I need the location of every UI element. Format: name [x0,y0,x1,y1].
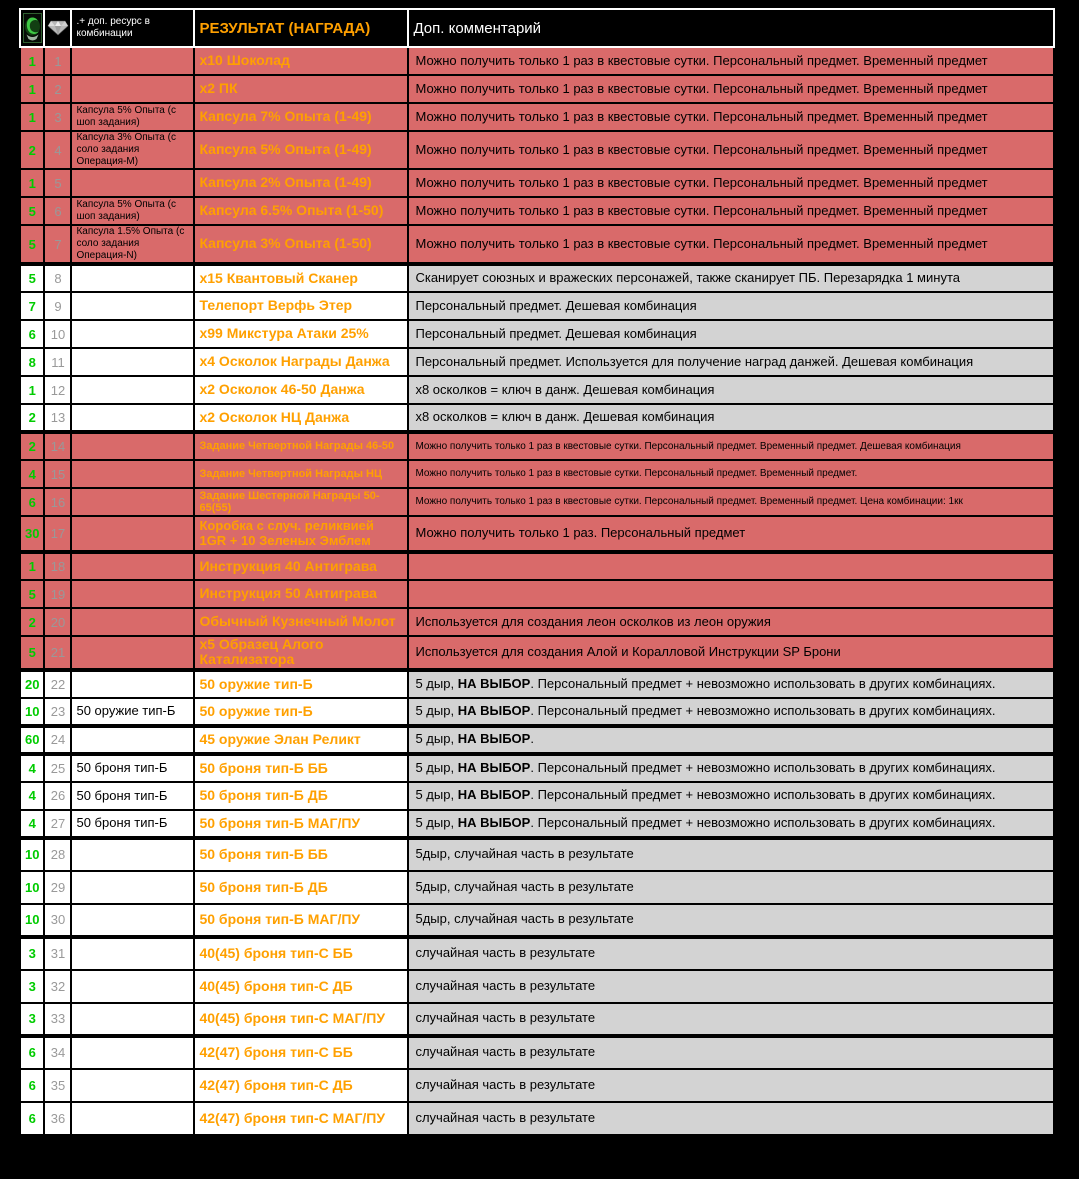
resource-cell: Капсула 5% Опыта (с шоп задания) [71,197,194,225]
result-cell: x5 Образец Алого Катализатора [194,636,408,670]
count-cell: 6 [20,1069,44,1102]
comment-cell: Можно получить только 1 раз в квестовые сутки. Персональный предмет. Временный предмет [408,225,1054,264]
result-cell: x15 Квантовый Сканер [194,264,408,292]
result-cell: Капсула 6.5% Опыта (1-50) [194,197,408,225]
count-cell: 60 [20,726,44,754]
comment-cell: Используется для создания Алой и Коралловой Инструкции SP Брони [408,636,1054,670]
count-cell: 5 [20,636,44,670]
index-cell: 34 [44,1036,71,1069]
result-cell: Задание Четвертной Награды НЦ [194,460,408,488]
index-cell: 22 [44,670,71,698]
index-cell: 4 [44,131,71,169]
resource-cell [71,348,194,376]
comment-cell: x8 осколков = ключ в данж. Дешевая комбинация [408,376,1054,404]
count-cell: 6 [20,1036,44,1069]
table-row [20,1003,1054,1036]
comment-cell: 5 дыр, НА ВЫБОР. Персональный предмет + невозможно использовать в других комбинациях. [408,670,1054,698]
resource-cell [71,1102,194,1135]
table-row [20,292,1054,320]
table-row [20,1102,1054,1135]
result-cell: x4 Осколок Награды Данжа [194,348,408,376]
comment-cell: 5 дыр, НА ВЫБОР. [408,726,1054,754]
count-cell: 4 [20,754,44,782]
table-row [20,838,1054,871]
resource-cell [71,460,194,488]
resource-cell [71,75,194,103]
comment-cell: 5дыр, случайная часть в результате [408,838,1054,871]
index-cell: 7 [44,225,71,264]
resource-cell [71,636,194,670]
index-cell: 32 [44,970,71,1003]
table-row [20,698,1054,726]
green-emblem-icon [23,13,42,43]
comment-cell: случайная часть в результате [408,1036,1054,1069]
result-cell: Капсула 3% Опыта (1-50) [194,225,408,264]
result-cell: x2 Осколок 46-50 Данжа [194,376,408,404]
count-cell: 7 [20,292,44,320]
index-cell: 14 [44,432,71,460]
count-cell: 5 [20,580,44,608]
comment-cell: 5 дыр, НА ВЫБОР. Персональный предмет + невозможно использовать в других комбинациях. [408,810,1054,838]
result-cell: Капсула 7% Опыта (1-49) [194,103,408,131]
resource-cell [71,1069,194,1102]
table-row [20,1069,1054,1102]
table-row [20,225,1054,264]
resource-cell [71,670,194,698]
count-column-header [20,9,44,47]
index-cell: 9 [44,292,71,320]
result-cell: Коробка с случ. реликвией 1GR + 10 Зеленых Эмблем [194,516,408,552]
table-row [20,726,1054,754]
resource-cell [71,47,194,75]
resource-cell: 50 броня тип-Б [71,810,194,838]
result-cell: 45 оружие Элан Реликт [194,726,408,754]
index-cell: 29 [44,871,71,904]
comment-cell: Можно получить только 1 раз в квестовые сутки. Персональный предмет. Временный предмет [408,131,1054,169]
count-cell: 10 [20,904,44,937]
table-row [20,131,1054,169]
resource-cell [71,937,194,970]
index-cell: 16 [44,488,71,516]
header-row [20,9,1054,47]
table-row [20,348,1054,376]
resource-cell [71,608,194,636]
index-cell: 23 [44,698,71,726]
result-cell: x2 ПК [194,75,408,103]
count-cell: 2 [20,131,44,169]
result-cell: 50 броня тип-Б ББ [194,754,408,782]
comment-cell: Можно получить только 1 раз в квестовые сутки. Персональный предмет. Временный предмет. Цена комбинации: 1кк [408,488,1054,516]
count-cell: 4 [20,782,44,810]
count-cell: 20 [20,670,44,698]
index-cell: 28 [44,838,71,871]
resource-cell [71,838,194,871]
table-row [20,1036,1054,1069]
table-row [20,47,1054,75]
table-row [20,552,1054,580]
result-cell: 42(47) броня тип-С ББ [194,1036,408,1069]
index-cell: 10 [44,320,71,348]
resource-cell [71,970,194,1003]
count-cell: 1 [20,376,44,404]
index-cell: 11 [44,348,71,376]
comment-cell: случайная часть в результате [408,1069,1054,1102]
comment-cell: Можно получить только 1 раз в квестовые сутки. Персональный предмет. Временный предмет. Дешевая комбинация [408,432,1054,460]
comment-cell: 5 дыр, НА ВЫБОР. Персональный предмет + невозможно использовать в других комбинациях. [408,782,1054,810]
count-cell: 4 [20,460,44,488]
comment-cell: Можно получить только 1 раз в квестовые сутки. Персональный предмет. Временный предмет. [408,460,1054,488]
resource-cell [71,376,194,404]
result-cell: 40(45) броня тип-С ДБ [194,970,408,1003]
index-cell: 13 [44,404,71,432]
result-cell: 40(45) броня тип-С ББ [194,937,408,970]
table-row [20,320,1054,348]
count-cell: 4 [20,810,44,838]
resource-cell: Капсула 1.5% Опыта (с соло задания Операция-N) [71,225,194,264]
count-cell: 1 [20,47,44,75]
table-row [20,970,1054,1003]
count-cell: 1 [20,75,44,103]
table-row [20,904,1054,937]
result-cell: 50 броня тип-Б МАГ/ПУ [194,904,408,937]
comment-cell: 5 дыр, НА ВЫБОР. Персональный предмет + невозможно использовать в других комбинациях. [408,698,1054,726]
index-cell: 30 [44,904,71,937]
comment-cell: случайная часть в результате [408,1003,1054,1036]
comment-cell: Можно получить только 1 раз в квестовые сутки. Персональный предмет. Временный предмет [408,169,1054,197]
resource-cell [71,552,194,580]
result-cell: 42(47) броня тип-С ДБ [194,1069,408,1102]
count-cell: 3 [20,937,44,970]
index-cell: 24 [44,726,71,754]
index-cell: 2 [44,75,71,103]
table-row [20,404,1054,432]
count-cell: 2 [20,404,44,432]
comment-cell: 5дыр, случайная часть в результате [408,871,1054,904]
index-cell: 27 [44,810,71,838]
gem-icon [47,20,69,36]
count-cell: 2 [20,608,44,636]
table-row [20,432,1054,460]
table-row [20,937,1054,970]
table-header [20,9,1054,47]
result-cell: x99 Микстура Атаки 25% [194,320,408,348]
resource-cell: Капсула 3% Опыта (с соло задания Операция-М) [71,131,194,169]
table-row [20,636,1054,670]
table-row [20,488,1054,516]
reward-table [19,8,1055,1136]
result-cell: Задание Шестерной Награды 50-65(55) [194,488,408,516]
count-cell: 10 [20,698,44,726]
resource-cell [71,1003,194,1036]
result-cell: Обычный Кузнечный Молот [194,608,408,636]
count-cell: 5 [20,264,44,292]
comment-cell: Можно получить только 1 раз в квестовые сутки. Персональный предмет. Временный предмет [408,75,1054,103]
resource-cell [71,404,194,432]
comment-cell: 5 дыр, НА ВЫБОР. Персональный предмет + невозможно использовать в других комбинациях. [408,754,1054,782]
count-cell: 1 [20,103,44,131]
comment-cell: Можно получить только 1 раз. Персональный предмет [408,516,1054,552]
result-cell: 40(45) броня тип-С МАГ/ПУ [194,1003,408,1036]
comment-cell: Можно получить только 1 раз в квестовые сутки. Персональный предмет. Временный предмет [408,103,1054,131]
index-cell: 3 [44,103,71,131]
comment-cell: случайная часть в результате [408,970,1054,1003]
comment-cell: Используется для создания леон осколков из леон оружия [408,608,1054,636]
result-cell: 50 броня тип-Б ДБ [194,782,408,810]
count-cell: 5 [20,225,44,264]
resource-cell: 50 оружие тип-Б [71,698,194,726]
index-cell: 8 [44,264,71,292]
comment-cell: случайная часть в результате [408,937,1054,970]
resource-cell: 50 броня тип-Б [71,754,194,782]
result-cell: x10 Шоколад [194,47,408,75]
table-row [20,754,1054,782]
result-cell: Телепорт Верфь Этер [194,292,408,320]
count-cell: 3 [20,970,44,1003]
comment-cell [408,552,1054,580]
comment-cell: x8 осколков = ключ в данж. Дешевая комбинация [408,404,1054,432]
table-row [20,810,1054,838]
index-cell: 21 [44,636,71,670]
resource-cell [71,169,194,197]
resource-cell [71,904,194,937]
count-cell: 6 [20,1102,44,1135]
table-row [20,782,1054,810]
index-cell: 17 [44,516,71,552]
resource-cell [71,1036,194,1069]
table-row [20,580,1054,608]
comment-cell: Персональный предмет. Используется для получение наград данжей. Дешевая комбинация [408,348,1054,376]
index-cell: 15 [44,460,71,488]
resource-cell [71,580,194,608]
index-cell: 19 [44,580,71,608]
resource-cell [71,516,194,552]
resource-column-header: .+ доп. ресурс в комбинации [71,9,194,47]
count-cell: 1 [20,552,44,580]
result-cell: 50 оружие тип-Б [194,698,408,726]
comment-cell [408,580,1054,608]
count-cell: 1 [20,169,44,197]
index-cell: 25 [44,754,71,782]
index-cell: 18 [44,552,71,580]
index-cell: 33 [44,1003,71,1036]
index-cell: 36 [44,1102,71,1135]
index-cell: 20 [44,608,71,636]
result-cell: 50 оружие тип-Б [194,670,408,698]
table-row [20,376,1054,404]
resource-cell [71,726,194,754]
count-cell: 2 [20,432,44,460]
result-cell: Инструкция 50 Антиграва [194,580,408,608]
result-cell: Капсула 5% Опыта (1-49) [194,131,408,169]
index-cell: 5 [44,169,71,197]
result-cell: Капсула 2% Опыта (1-49) [194,169,408,197]
resource-cell [71,292,194,320]
resource-cell [71,488,194,516]
result-cell: Инструкция 40 Антиграва [194,552,408,580]
table-row [20,103,1054,131]
resource-cell [71,871,194,904]
result-column-header: РЕЗУЛЬТАТ (НАГРАДА) [194,9,408,47]
index-cell: 35 [44,1069,71,1102]
count-cell: 6 [20,488,44,516]
count-cell: 8 [20,348,44,376]
table-row [20,516,1054,552]
resource-cell [71,264,194,292]
comment-cell: 5дыр, случайная часть в результате [408,904,1054,937]
result-cell: 50 броня тип-Б ББ [194,838,408,871]
resource-cell [71,432,194,460]
table-row [20,197,1054,225]
table-row [20,75,1054,103]
comment-cell: Персональный предмет. Дешевая комбинация [408,320,1054,348]
table-row [20,608,1054,636]
count-cell: 6 [20,320,44,348]
resource-cell: Капсула 5% Опыта (с шоп задания) [71,103,194,131]
count-cell: 5 [20,197,44,225]
result-cell: 50 броня тип-Б ДБ [194,871,408,904]
comment-cell: Персональный предмет. Дешевая комбинация [408,292,1054,320]
count-cell: 30 [20,516,44,552]
count-cell: 3 [20,1003,44,1036]
table-row [20,460,1054,488]
index-cell: 6 [44,197,71,225]
comment-cell: Можно получить только 1 раз в квестовые сутки. Персональный предмет. Временный предмет [408,47,1054,75]
table-row [20,169,1054,197]
index-cell: 26 [44,782,71,810]
result-cell: 42(47) броня тип-С МАГ/ПУ [194,1102,408,1135]
table-body [20,47,1054,1135]
resource-cell [71,320,194,348]
table-row [20,871,1054,904]
index-cell: 1 [44,47,71,75]
count-cell: 10 [20,871,44,904]
comment-cell: Можно получить только 1 раз в квестовые сутки. Персональный предмет. Временный предмет [408,197,1054,225]
comment-cell: случайная часть в результате [408,1102,1054,1135]
index-column-header [44,9,71,47]
comment-cell: Сканирует союзных и вражеских персонажей, также сканирует ПБ. Перезарядка 1 минута [408,264,1054,292]
comment-column-header: Доп. комментарий [408,9,1054,47]
result-cell: 50 броня тип-Б МАГ/ПУ [194,810,408,838]
table-row [20,670,1054,698]
result-cell: x2 Осколок НЦ Данжа [194,404,408,432]
index-cell: 12 [44,376,71,404]
resource-cell: 50 броня тип-Б [71,782,194,810]
table-row [20,264,1054,292]
count-cell: 10 [20,838,44,871]
result-cell: Задание Четвертной Награды 46-50 [194,432,408,460]
index-cell: 31 [44,937,71,970]
